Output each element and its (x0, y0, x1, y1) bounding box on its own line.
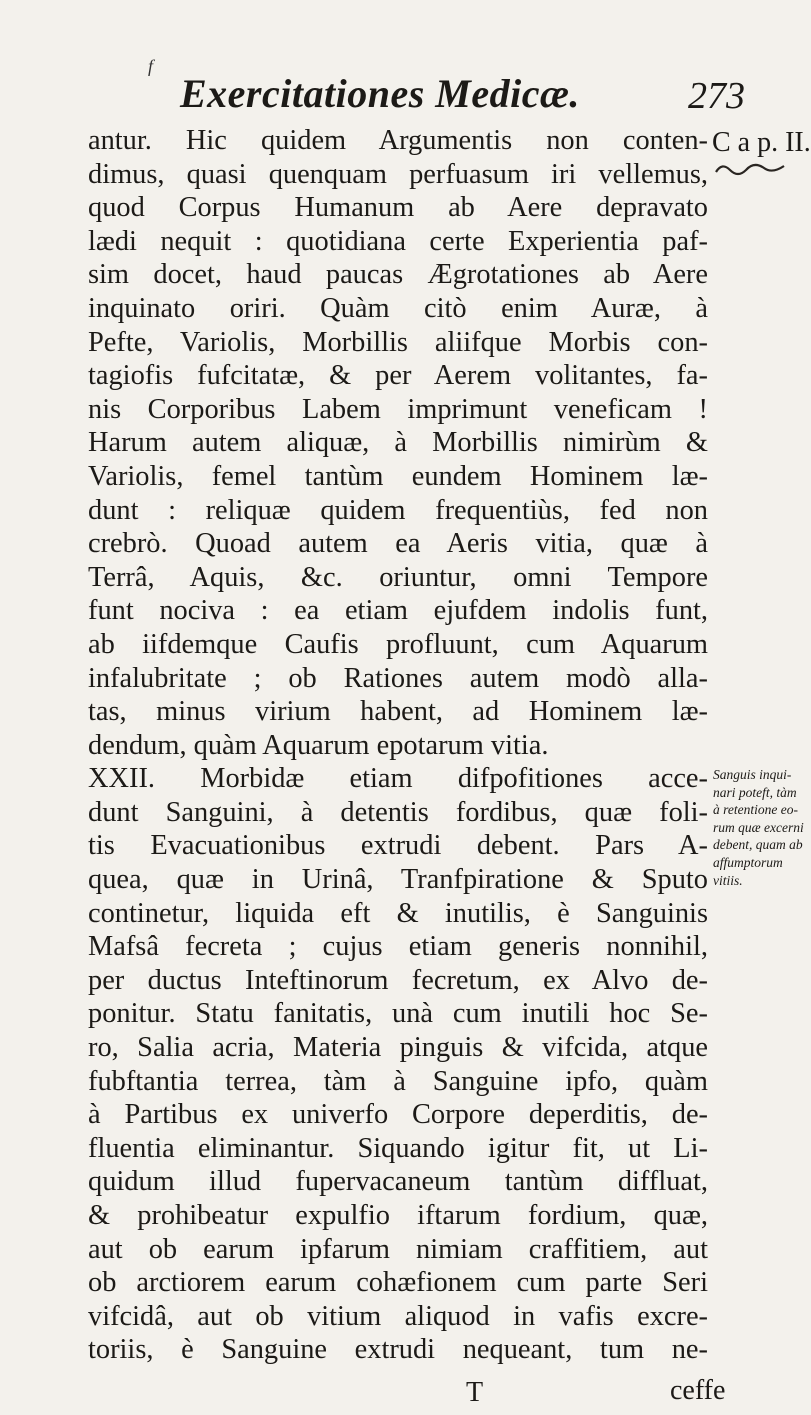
running-title: Exercitationes Medicæ. (180, 71, 580, 116)
marginal-note-line: debent, quam ab (713, 837, 803, 853)
text-line: fubftantia terrea, tàm à Sanguine ipfo, quàm (88, 1065, 708, 1097)
text-line: tas, minus virium habent, ad Hominem læ- (88, 696, 708, 728)
signature-mark: T (466, 1377, 484, 1408)
text-line: inquinato oriri. Quàm citò enim Auræ, à (88, 292, 708, 324)
catchword: ceffe (670, 1375, 726, 1406)
marginal-note-line: rum quæ excerni (713, 819, 804, 835)
text-line: Terrâ, Aquis, &c. oriuntur, omni Tempore (88, 561, 708, 593)
body-text (88, 124, 708, 1367)
text-line: quod Corpus Humanum ab Aere depravato (88, 192, 708, 224)
ornament-rule (714, 162, 786, 178)
text-line: tis Evacuationibus extrudi debent. Pars A- (88, 830, 708, 862)
text-line: nis Corporibus Labem imprimunt veneficam ! (88, 393, 708, 425)
text-line: quidum illud fupervacaneum tantùm diffluat, (88, 1166, 708, 1198)
text-line: fluentia eliminantur. Siquando igitur fit, ut Li- (88, 1132, 708, 1164)
running-header (0, 70, 800, 118)
marginal-note-line: vitiis. (713, 872, 743, 888)
text-line: vifcidâ, aut ob vitium aliquod in vafis excre- (88, 1300, 708, 1332)
text-line: dunt Sanguini, à detentis fordibus, quæ foli- (88, 796, 708, 828)
text-line: à Partibus ex univerfo Corpore deperditis, de- (88, 1099, 708, 1131)
text-line: sim docet, haud paucas Ægrotationes ab Aere (88, 259, 708, 291)
marginal-note-line: affumptorum (713, 854, 783, 870)
text-line: ponitur. Statu fanitatis, unà cum inutili hoc Se- (88, 998, 708, 1030)
text-line: crebrò. Quoad autem ea Aeris vitia, quæ à (88, 528, 708, 560)
text-line: dimus, quasi quenquam perfuasum iri vellemus, (88, 158, 708, 190)
text-line: toriis, è Sanguine extrudi nequeant, tum ne- (88, 1334, 708, 1366)
text-line: Variolis, femel tantùm eundem Hominem læ- (88, 460, 708, 492)
text-line: quea, quæ in Urinâ, Tranfpiratione & Sputo (88, 864, 708, 896)
text-line: infalubritate ; ob Rationes autem modò alla- (88, 662, 708, 694)
marginal-note-line: Sanguis inqui- (713, 767, 792, 782)
text-line: dendum, quàm Aquarum epotarum vitia. (88, 729, 549, 761)
text-line: Mafsâ fecreta ; cujus etiam generis nonnihil, (88, 931, 708, 963)
text-line: lædi nequit : quotidiana certe Experientia paf- (88, 225, 708, 257)
text-line: per ductus Inteftinorum fecretum, ex Alvo de- (88, 964, 708, 996)
text-line: ro, Salia acria, Materia pinguis & vifcida, atque (88, 1032, 708, 1064)
text-line: & prohibeatur expulfio iftarum fordium, quæ, (88, 1200, 708, 1231)
text-line: ab iifdemque Caufis profluunt, cum Aquarum (88, 628, 708, 660)
text-line: dunt : reliquæ quidem frequentiùs, fed non (88, 494, 708, 526)
text-line: antur. Hic quidem Argumentis non conten- (88, 125, 708, 156)
text-line: ob arctiorem earum cohæfionem cum parte Seri (88, 1267, 708, 1299)
page-number: 273 (688, 75, 745, 117)
marginal-note (713, 766, 804, 889)
text-line: aut ob earum ipfarum nimiam craffitiem, aut (88, 1233, 708, 1265)
text-line: Pefte, Variolis, Morbillis aliifque Morbis con- (88, 326, 708, 358)
marginal-note-line: nari poteft, tàm (713, 784, 797, 800)
chapter-label: C a p. II. (712, 127, 811, 158)
marginal-note-line: à retentione eo- (713, 802, 798, 818)
text-line: Harum autem aliquæ, à Morbillis nimirùm & (88, 427, 708, 459)
text-line: tagiofis fufcitatæ, & per Aerem volitantes, fa- (88, 360, 708, 392)
text-line: XXII. Morbidæ etiam difpofitiones acce- (88, 763, 708, 795)
text-line: funt nociva : ea etiam ejufdem indolis funt, (88, 595, 708, 627)
text-line: continetur, liquida eft & inutilis, è Sanguinis (88, 897, 708, 929)
page-mark: f (148, 56, 154, 76)
